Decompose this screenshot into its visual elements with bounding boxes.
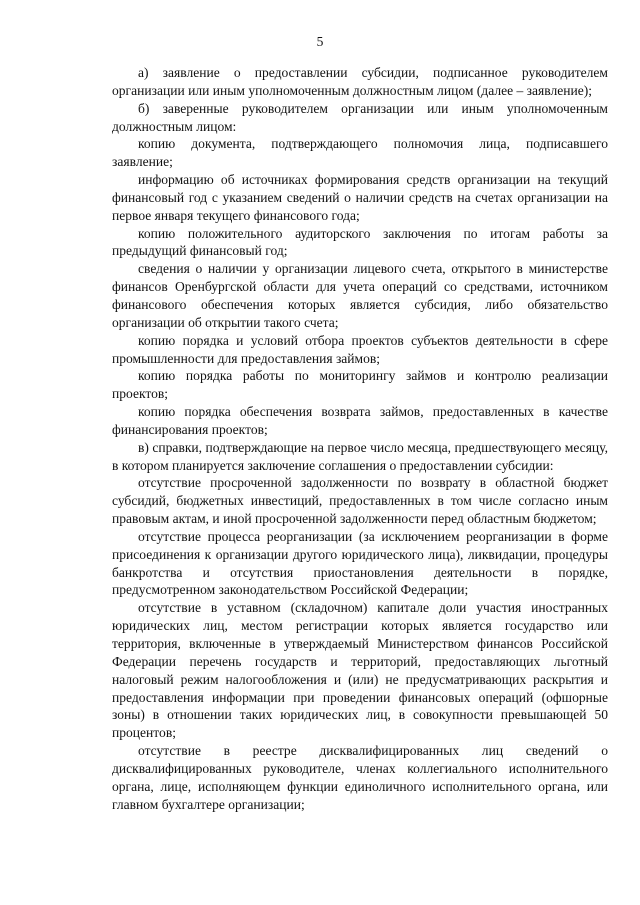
paragraph-loan-repayment-order: копию порядка обеспечения возврата займов, предоставленных в качестве финансирования проектов; — [112, 404, 608, 437]
paragraph-project-selection-order: копию порядка и условий отбора проектов субъектов деятельности в сфере промышленности для предоставления займов; — [112, 332, 608, 366]
paragraph-no-overdue-debt: отсутствие просроченной задолженности по возврату в областной бюджет субсидий, бюджетных инвестиций, предоставленных в том числе согласно иным правовым актам, и иной просроченной задолженности перед областным бюджетом; — [112, 475, 608, 527]
paragraph-no-disqualified-persons: отсутствие в реестре дисквалифицированных лиц сведений о дисквалифицированных руководителе, членах коллегиального исполнительного органа, лице, исполняющем функции единоличного исполнительного органа, или главном бухгалтере организации; — [112, 743, 608, 812]
page-number: 5 — [316, 34, 324, 49]
paragraph-no-offshore-share: отсутствие в уставном (складочном) капитале доли участия иностранных юридических лиц, местом регистрации которых является государство или территория, включенные в утверждаемый Министерством финансов Российской Федерации перечень государств и территорий, предоставляющих льготный налоговый режим налогообложения и (или) не предусматривающих раскрытия и предоставления информации при проведении финансовых операций (офшорные зоны) в отношении таких юридических лиц, в совокупности превышающей 50 процентов; — [112, 600, 608, 741]
paragraph-no-reorganization: отсутствие процесса реорганизации (за исключением реорганизации в форме присоединения к организации другого юридического лица), ликвидации, процедуры банкротства и отсутствия приостановления деятельности в порядке, предусмотренном законодательством Российской Федерации; — [112, 528, 608, 598]
paragraph-authority-document-copy: копию документа, подтверждающего полномочия лица, подписавшего заявление; — [112, 136, 608, 170]
paragraph-b-certified-documents: б) заверенные руководителем организации или иным уполномоченным должностным лицом: — [112, 100, 608, 134]
paragraph-c-certificates: в) справки, подтверждающие на первое число месяца, предшествующего месяцу, в котором планируется заключение соглашения о предоставлении субсидии: — [112, 439, 608, 473]
paragraph-personal-account-info: сведения о наличии у организации лицевого счета, открытого в министерстве финансов Оренбургской области для учета операций со средствами, источником финансового обеспечения которых является субсидия, либо обязательство организации об открытии такого счета; — [112, 261, 608, 330]
paragraph-loan-monitoring-order: копию порядка работы по мониторингу займов и контролю реализации проектов; — [112, 368, 608, 402]
paragraph-audit-report-copy: копию положительного аудиторского заключения по итогам работы за предыдущий финансовый год; — [112, 225, 608, 259]
paragraph-a-application: а) заявление о предоставлении субсидии, подписанное руководителем организации или иным уполномоченным должностным лицом (далее – заявление); — [112, 65, 608, 98]
document-body — [112, 64, 608, 813]
paragraph-funding-sources-info: информацию об источниках формирования средств организации на текущий финансовый год с указанием сведений о наличии средств на счетах организации на первое января текущего финансового года; — [112, 172, 608, 223]
